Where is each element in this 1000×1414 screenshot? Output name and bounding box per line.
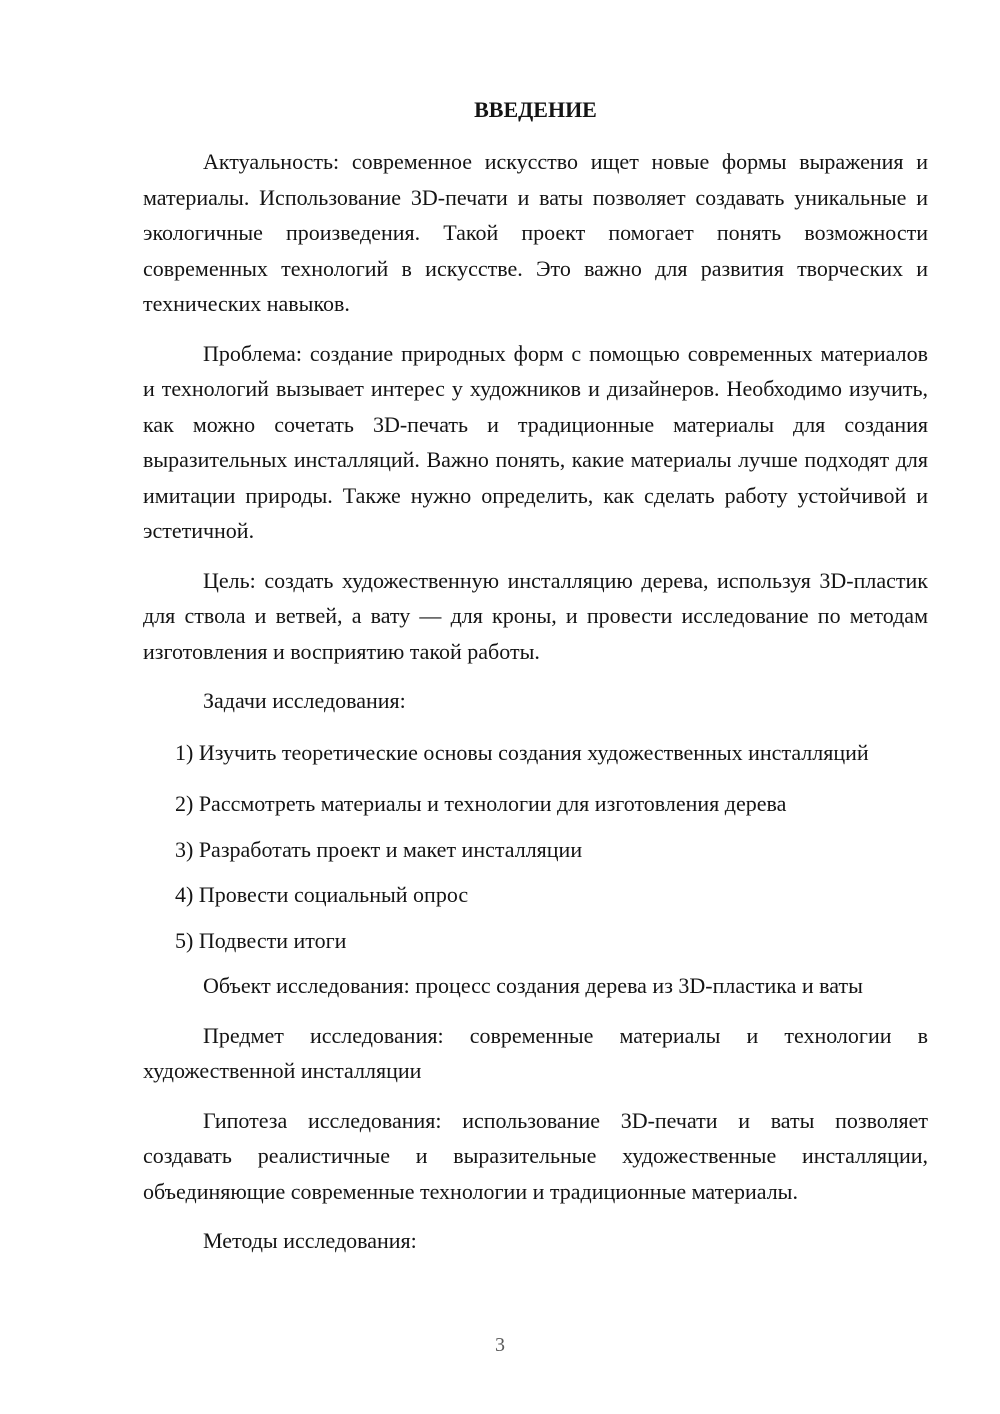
hypothesis-paragraph: Гипотеза исследования: использование 3D-печати и ваты позволяет создавать реалистичные и выразительные художественные инсталляции, объединяющие современные технологии и традиционные материалы. <box>143 1107 928 1204</box>
task-item-2: 2) Рассмотреть материалы и технологии для изготовления дерева <box>175 791 787 816</box>
page-number: 3 <box>495 1334 505 1356</box>
tasks-heading: Задачи исследования: <box>203 688 406 713</box>
object-paragraph: Объект исследования: процесс создания дерева из 3D-пластика и ваты <box>203 973 863 998</box>
task-item-3: 3) Разработать проект и макет инсталляции <box>175 836 583 862</box>
page-title: ВВЕДЕНИЕ <box>474 97 597 122</box>
page-content <box>143 92 928 1275</box>
methods-heading: Методы исследования: <box>203 1228 417 1253</box>
problem-paragraph: Проблема: создание природных форм с помощью современных материалов и технологий вызывает интерес у художников и дизайнеров. Необходимо изучить, как можно сочетать 3D-печать и традиционные материалы для создания выразительных инсталляций. Важно понять, какие материалы лучше подходят для имитации природы. Также нужно определить, как сделать работу устойчивой и эстетичной. <box>143 340 928 543</box>
task-item-1: 1) Изучить теоретические основы создания художественных инсталляций <box>175 739 869 765</box>
goal-paragraph: Цель: создать художественную инсталляцию дерева, используя 3D-пластик для ствола и ветвей, а вату — для кроны, и провести исследование по методам изготовления и восприятию такой работы. <box>143 567 928 664</box>
task-item-5: 5) Подвести итоги <box>175 927 347 953</box>
subject-paragraph: Предмет исследования: современные материалы и технологии в художественной инсталляции <box>143 1022 928 1083</box>
task-item-4: 4) Провести социальный опрос <box>175 882 469 907</box>
relevance-paragraph: Актуальность: современное искусство ищет новые формы выражения и материалы. Использование 3D-печати и ваты позволяет создавать уникальные и экологичные произведения. Такой проект помогает понять возможности современных технологий в искусстве. Это важно для развития творческих и технических навыков. <box>143 149 928 316</box>
